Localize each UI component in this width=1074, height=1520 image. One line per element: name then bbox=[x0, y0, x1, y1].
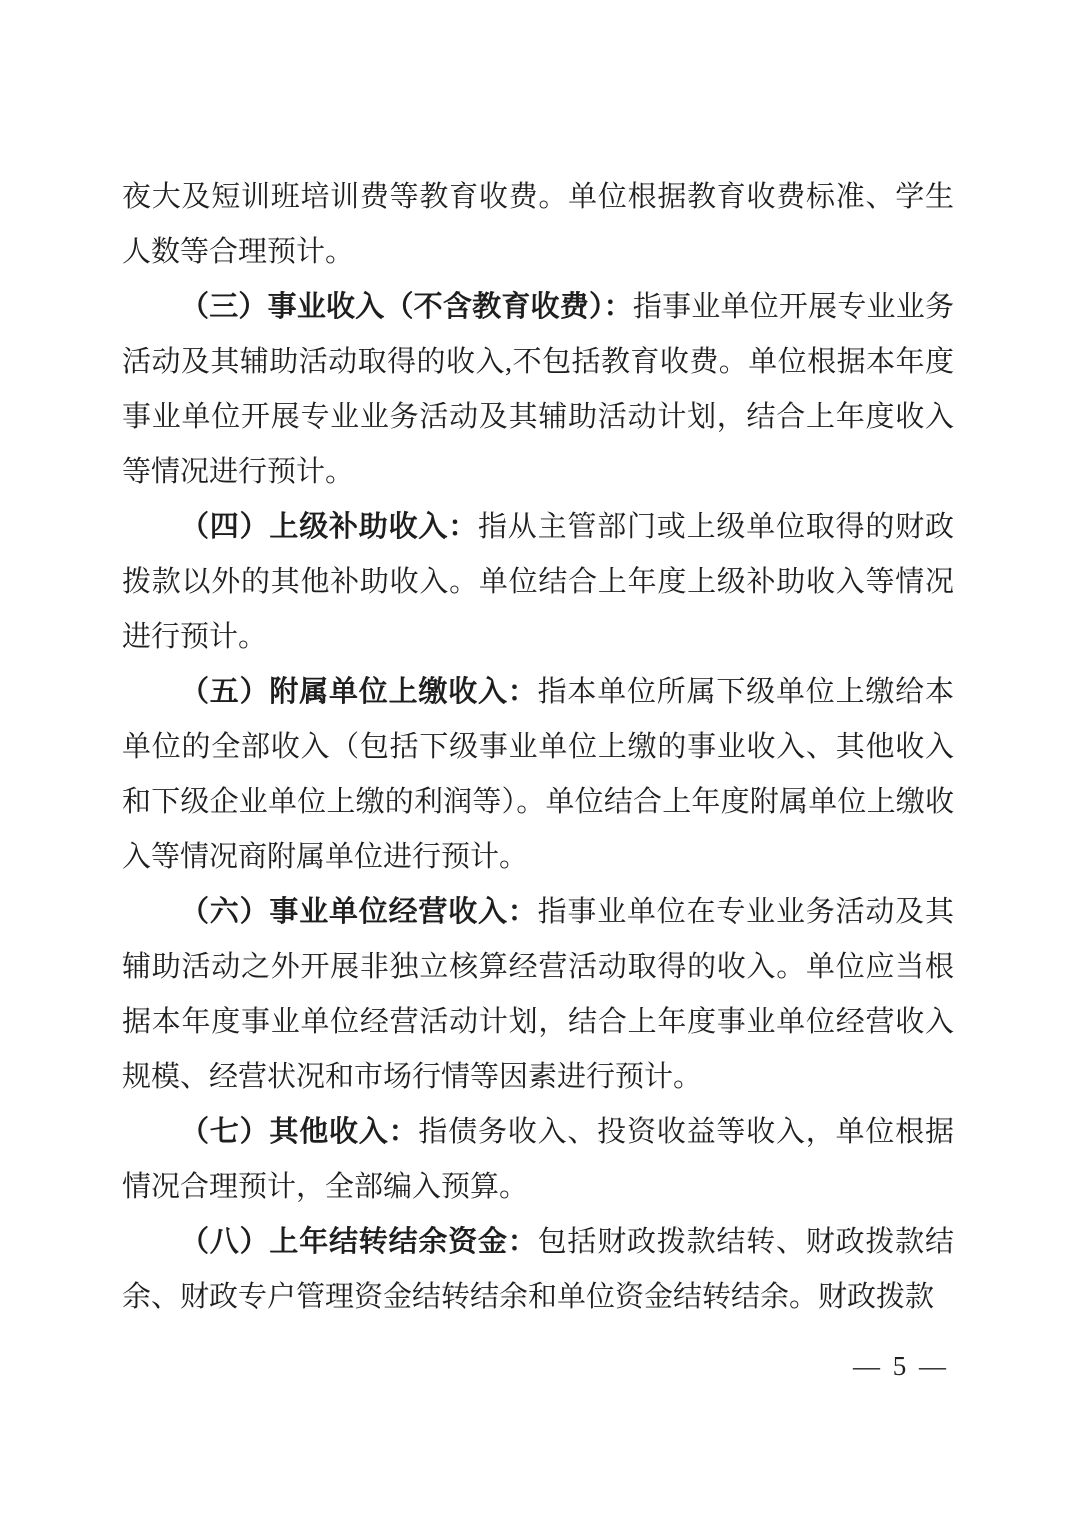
paragraph-body: 指事业单位在专业业务活动及其辅助活动之外开展非独立核算经营活动取得的收入。单位应当根据本年度事业单位经营活动计划，结合上年度事业单位经营收入规模、经营状况和市场行情等因素进行预计。 bbox=[122, 896, 954, 1093]
para-section-8 bbox=[122, 1215, 954, 1325]
para-section-5 bbox=[122, 665, 954, 885]
para-section-4 bbox=[122, 500, 954, 665]
para-section-7 bbox=[122, 1105, 954, 1215]
paragraph-body: 指本单位所属下级单位上缴给本单位的全部收入（包括下级事业单位上缴的事业收入、其他收入和下级企业单位上缴的利润等）。单位结合上年度附属单位上缴收入等情况商附属单位进行预计。 bbox=[122, 676, 954, 873]
paragraph-body: 指事业单位开展专业业务活动及其辅助活动取得的收入,不包括教育收费。单位根据本年度事业单位开展专业业务活动及其辅助活动计划，结合上年度收入等情况进行预计。 bbox=[122, 291, 954, 488]
para-continuation bbox=[122, 170, 954, 280]
paragraph-body: 指债务收入、投资收益等收入，单位根据情况合理预计，全部编入预算。 bbox=[122, 1116, 954, 1203]
section-heading: （四）上级补助收入： bbox=[180, 511, 478, 543]
page-number: — 5 — bbox=[853, 1351, 949, 1381]
section-heading: （五）附属单位上缴收入： bbox=[180, 676, 538, 708]
section-heading: （三）事业收入（不含教育收费）： bbox=[180, 291, 633, 323]
paragraph-body: 包括财政拨款结转、财政拨款结余、财政专户管理资金结转结余和单位资金结转结余。财政拨款 bbox=[122, 1226, 954, 1313]
para-section-3 bbox=[122, 280, 954, 500]
paragraph-body: 指从主管部门或上级单位取得的财政拨款以外的其他补助收入。单位结合上年度上级补助收入等情况进行预计。 bbox=[122, 511, 954, 653]
document-content bbox=[122, 170, 954, 1325]
paragraph-body: 夜大及短训班培训费等教育收费。单位根据教育收费标准、学生人数等合理预计。 bbox=[122, 181, 954, 268]
section-heading: （八）上年结转结余资金： bbox=[180, 1226, 538, 1258]
section-heading: （六）事业单位经营收入： bbox=[180, 896, 538, 928]
section-heading: （七）其他收入： bbox=[180, 1116, 419, 1148]
para-section-6 bbox=[122, 885, 954, 1105]
